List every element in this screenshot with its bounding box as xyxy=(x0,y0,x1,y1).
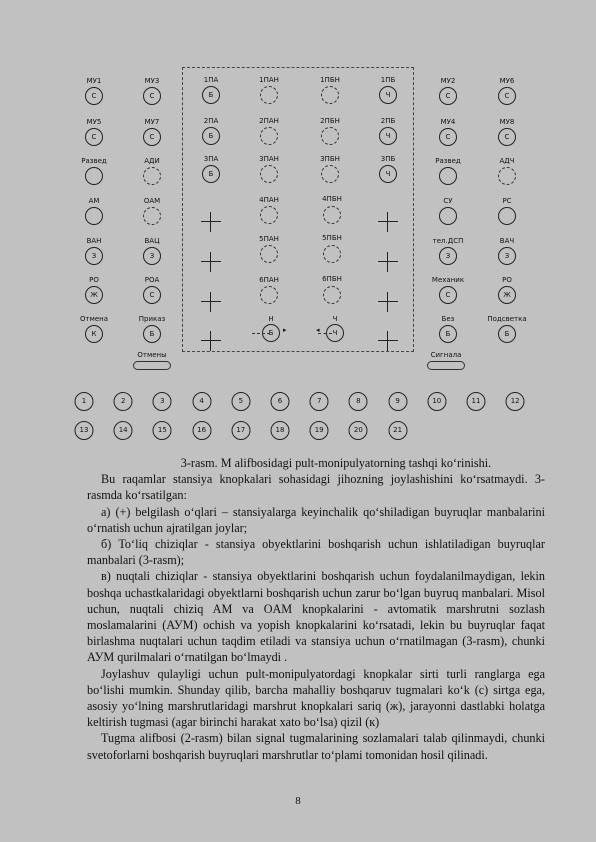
left-5-button[interactable] xyxy=(85,167,103,185)
right-14-label: Подсветка xyxy=(487,315,527,323)
right-10-label: ВАЧ xyxy=(499,237,515,245)
arrow-right-icon: ▸ xyxy=(283,326,287,334)
n-button[interactable]: Б xyxy=(262,324,280,342)
center-5-label: 2ПА xyxy=(203,117,219,125)
number-button-19[interactable]: 19 xyxy=(310,421,329,440)
right-1-button[interactable]: С xyxy=(439,87,457,105)
right-9-button[interactable]: З xyxy=(439,247,457,265)
left-9-button[interactable]: З xyxy=(85,247,103,265)
row5-b-label: 5ПБН xyxy=(322,234,342,242)
page-number: 8 xyxy=(295,795,301,807)
row4-a-label: 4ПАН xyxy=(259,196,279,204)
right-1-label: МУ2 xyxy=(440,77,456,85)
center-2-label: 1ПАН xyxy=(259,76,279,84)
number-button-12[interactable]: 12 xyxy=(506,392,525,411)
right-13-label: Без xyxy=(441,315,455,323)
cancel-pill-label: Отмены xyxy=(137,351,167,359)
center-1-label: 1ПА xyxy=(203,76,219,84)
number-button-2[interactable]: 2 xyxy=(114,392,133,411)
left-11-label: РО xyxy=(89,276,99,284)
number-button-15[interactable]: 15 xyxy=(153,421,172,440)
left-4-label: МУ7 xyxy=(144,118,160,126)
right-10-button[interactable]: З xyxy=(498,247,516,265)
left-11-button[interactable]: Ж xyxy=(85,286,103,304)
paragraph-4: в) nuqtali chiziqlar - stansiya obyektlarini boshqarish uchun foydalanilmaydigan, lekin boshqa uchastkalaridagi obyektlarni boshqarish uchun zarur bo‘lgan buyruq manbalari. Misol uchun, nuqtali chiziq AM va OAM knopkalarini - avtomatik marshrutni sozlash moslamalarini (АУМ) ochish va yopish knopkalarini ko‘rsatadi, lekin bu buyruqlar faqat birlashma nuqtalari uchun taqdim etiladi va stansiya uchun o‘rnatilmagan (3-rasm), chunki АУМ qurilmalari o‘rnatilgan bo‘lmaydi . xyxy=(87,569,545,665)
left-8-button[interactable] xyxy=(143,207,161,225)
plus-mark-left-4 xyxy=(201,331,221,351)
left-3-label: МУ5 xyxy=(86,118,102,126)
dotted-link-line-2 xyxy=(318,333,332,334)
left-13-label: Отмена xyxy=(79,315,109,323)
center-11-button[interactable] xyxy=(321,165,339,183)
center-8-button[interactable]: Ч xyxy=(379,127,397,145)
right-3-label: МУ4 xyxy=(440,118,456,126)
right-11-button[interactable]: С xyxy=(439,286,457,304)
paragraph-6: Tugma alifbosi (2-rasm) bilan signal tugmalarining sozlamalari talab qilinmaydi, chunki svetoforlarni boshqarish buyruqlari marshrutlar to‘plami tomonidan hosil qilinadi. xyxy=(87,731,545,762)
row5-a-button[interactable] xyxy=(260,245,278,263)
plus-mark-right-4 xyxy=(378,331,398,351)
right-6-button[interactable] xyxy=(498,167,516,185)
right-3-button[interactable]: С xyxy=(439,128,457,146)
right-12-button[interactable]: Ж xyxy=(498,286,516,304)
left-6-label: АДИ xyxy=(144,157,160,165)
row4-b-button[interactable] xyxy=(323,206,341,224)
number-button-21[interactable]: 21 xyxy=(388,421,407,440)
right-14-button[interactable]: Б xyxy=(498,325,516,343)
dotted-link-line xyxy=(252,333,270,334)
right-8-button[interactable] xyxy=(498,207,516,225)
center-6-button[interactable] xyxy=(260,127,278,145)
number-button-1[interactable]: 1 xyxy=(75,392,94,411)
ch-button[interactable]: Ч xyxy=(326,324,344,342)
left-12-label: РОА xyxy=(144,276,160,284)
center-4-label: 1ПБ xyxy=(380,76,396,84)
right-13-button[interactable]: Б xyxy=(439,325,457,343)
left-12-button[interactable]: С xyxy=(143,286,161,304)
row6-a-button[interactable] xyxy=(260,286,278,304)
left-7-button[interactable] xyxy=(85,207,103,225)
left-5-label: Развед xyxy=(81,157,107,165)
number-button-20[interactable]: 20 xyxy=(349,421,368,440)
number-button-9[interactable]: 9 xyxy=(388,392,407,411)
center-12-label: 3ПБ xyxy=(380,155,396,163)
center-11-label: 3ПБН xyxy=(320,155,340,163)
arrow-left-icon: ◂ xyxy=(316,326,320,334)
center-10-label: 3ПАН xyxy=(259,155,279,163)
left-3-button[interactable]: С xyxy=(85,128,103,146)
center-9-label: 3ПА xyxy=(203,155,219,163)
right-5-button[interactable] xyxy=(439,167,457,185)
left-10-label: ВАЦ xyxy=(144,237,160,245)
number-button-6[interactable]: 6 xyxy=(271,392,290,411)
left-2-label: МУ3 xyxy=(144,77,160,85)
number-button-14[interactable]: 14 xyxy=(114,421,133,440)
left-14-label: Приказ xyxy=(138,315,166,323)
row5-a-label: 5ПАН xyxy=(259,235,279,243)
number-button-13[interactable]: 13 xyxy=(75,421,94,440)
number-button-5[interactable]: 5 xyxy=(231,392,250,411)
number-button-18[interactable]: 18 xyxy=(271,421,290,440)
left-10-button[interactable]: З xyxy=(143,247,161,265)
center-12-button[interactable]: Ч xyxy=(379,165,397,183)
center-2-button[interactable] xyxy=(260,86,278,104)
right-6-label: АДЧ xyxy=(499,157,515,165)
row5-b-button[interactable] xyxy=(323,245,341,263)
left-13-button[interactable]: К xyxy=(85,325,103,343)
right-4-label: МУ8 xyxy=(499,118,515,126)
right-4-button[interactable]: С xyxy=(498,128,516,146)
center-10-button[interactable] xyxy=(260,165,278,183)
left-8-label: ОАМ xyxy=(143,197,161,205)
left-2-button[interactable]: С xyxy=(143,87,161,105)
figure-caption: 3-rasm. M alifbosidagi pult-monipulyatorning tashqi ko‘rinishi. xyxy=(180,456,492,470)
left-9-label: ВАН xyxy=(86,237,102,245)
row4-b-label: 4ПБН xyxy=(322,195,342,203)
right-11-label: Механик xyxy=(431,276,465,284)
center-4-button[interactable]: Ч xyxy=(379,86,397,104)
signal-pill-label: Сигнала xyxy=(430,351,462,359)
number-button-10[interactable]: 10 xyxy=(427,392,446,411)
number-button-4[interactable]: 4 xyxy=(192,392,211,411)
number-button-3[interactable]: 3 xyxy=(153,392,172,411)
row6-a-label: 6ПАН xyxy=(259,276,279,284)
right-2-button[interactable]: С xyxy=(498,87,516,105)
plus-mark-right-2 xyxy=(378,252,398,272)
paragraph-5: Joylashuv qulayligi uchun pult-monipulyatordagi knopkalar sirti turli ranglarga ega bo‘lishi mumkin. Shunday qilib, barcha mahalliy boshqaruv tugmalari ko‘k (c) sirtga ega, asosiy yo‘lning marshrutlaridagi marshrut knopkalari sariq (ж), jarayonni dastlabki holatga keltirish tugmasi (agar birinchi harakat xato bo‘lsa) qizil (к) xyxy=(87,666,545,730)
number-button-7[interactable]: 7 xyxy=(310,392,329,411)
plus-mark-left-3 xyxy=(201,292,221,312)
n-label: Н xyxy=(268,315,274,323)
paragraph-2: a) (+) belgilash o‘qlari – stansiyalarga keyinchalik qo‘shiladigan buyruqlar manbalarini o‘rnatish uchun ajratilgan joylar; xyxy=(87,504,545,535)
number-button-11[interactable]: 11 xyxy=(467,392,486,411)
left-4-button[interactable]: С xyxy=(143,128,161,146)
left-14-button[interactable]: Б xyxy=(143,325,161,343)
number-button-17[interactable]: 17 xyxy=(231,421,250,440)
right-7-button[interactable] xyxy=(439,207,457,225)
right-5-label: Развед xyxy=(435,157,461,165)
right-2-label: МУ6 xyxy=(499,77,515,85)
number-button-8[interactable]: 8 xyxy=(349,392,368,411)
center-7-label: 2ПБН xyxy=(320,117,340,125)
plus-mark-right-3 xyxy=(378,292,398,312)
left-1-label: МУ1 xyxy=(86,77,102,85)
number-button-16[interactable]: 16 xyxy=(192,421,211,440)
row4-a-button[interactable] xyxy=(260,206,278,224)
signal-pill-button[interactable] xyxy=(427,361,465,370)
center-8-label: 2ПБ xyxy=(380,117,396,125)
center-3-button[interactable] xyxy=(321,86,339,104)
cancel-pill-button[interactable] xyxy=(133,361,171,370)
center-9-button[interactable]: Б xyxy=(202,165,220,183)
ch-label: Ч xyxy=(332,315,338,323)
left-6-button[interactable] xyxy=(143,167,161,185)
left-7-label: АМ xyxy=(88,197,100,205)
plus-mark-left-1 xyxy=(201,212,221,232)
body-text xyxy=(87,455,545,763)
plus-mark-right-1 xyxy=(378,212,398,232)
center-6-label: 2ПАН xyxy=(259,117,279,125)
right-12-label: РО xyxy=(502,276,512,284)
left-1-button[interactable]: С xyxy=(85,87,103,105)
center-1-button[interactable]: Б xyxy=(202,86,220,104)
paragraph-3: б) To‘liq chiziqlar - stansiya obyektlarini boshqarish uchun ishlatiladigan buyruqlar manbalari (3-rasm); xyxy=(87,537,545,568)
row6-b-button[interactable] xyxy=(323,286,341,304)
center-3-label: 1ПБН xyxy=(320,76,340,84)
right-8-label: РС xyxy=(502,197,512,205)
paragraph-1: Bu raqamlar stansiya knopkalari sohasidagi jihozning joylashishini ko‘rsatmaydi. 3-rasmda ko‘rsatilgan: xyxy=(87,472,545,503)
row6-b-label: 6ПБН xyxy=(322,275,342,283)
center-5-button[interactable]: Б xyxy=(202,127,220,145)
center-7-button[interactable] xyxy=(321,127,339,145)
right-7-label: СУ xyxy=(443,197,453,205)
right-9-label: тел.ДСП xyxy=(432,237,464,245)
plus-mark-left-2 xyxy=(201,252,221,272)
